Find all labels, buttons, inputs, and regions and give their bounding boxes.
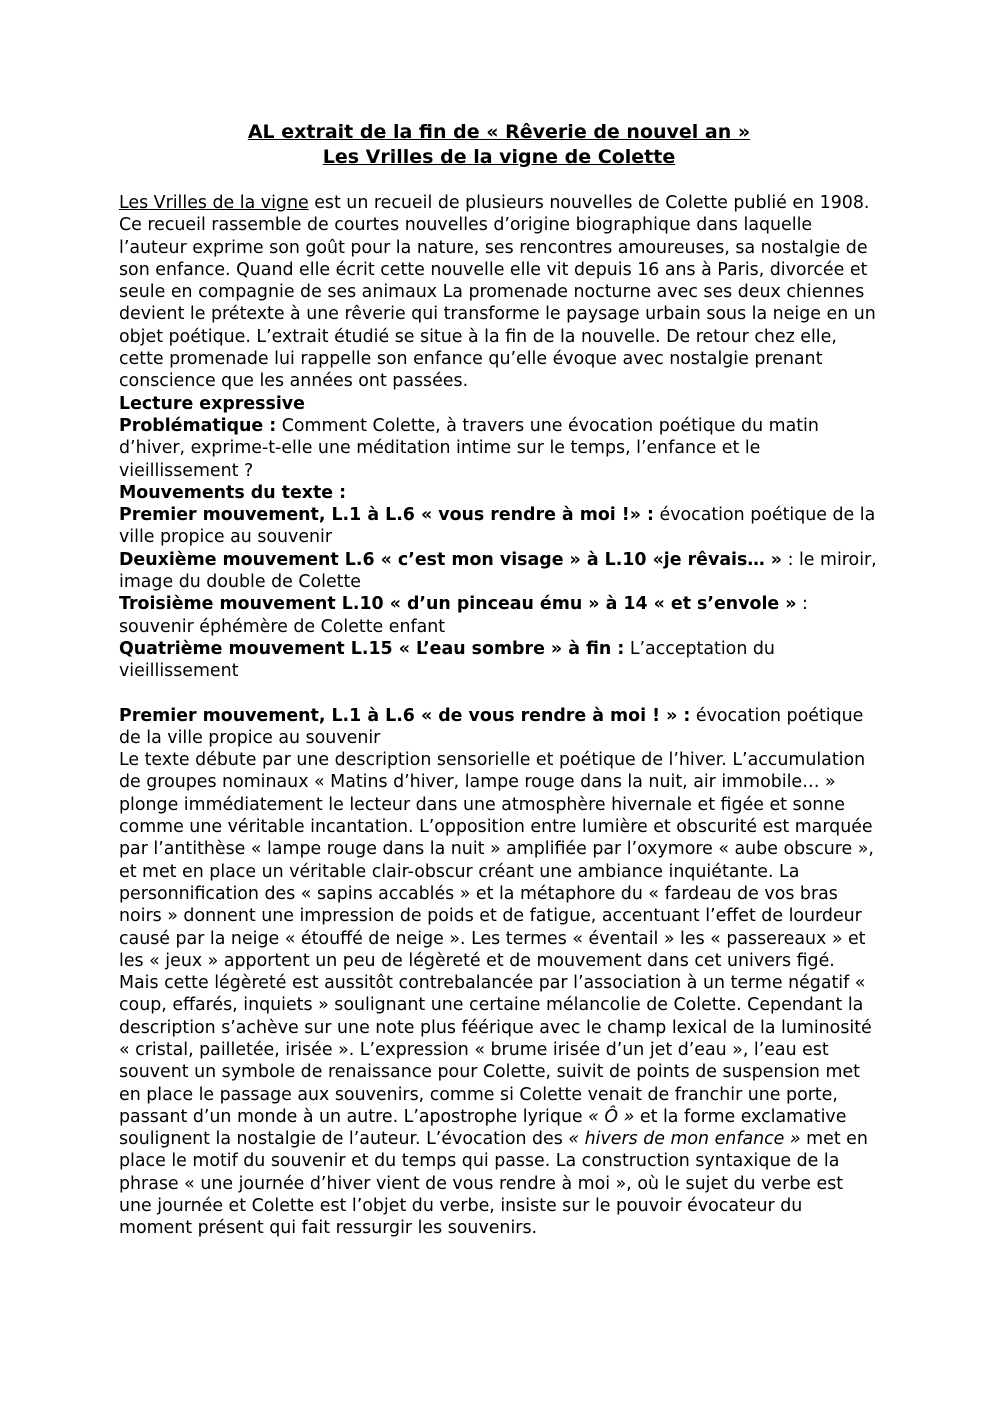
problematique-label: Problématique : xyxy=(119,415,277,436)
analysis-body-part-3: met en place le motif du souvenir et du temps qui passe. La construction syntaxique de la phrase « une journée d’hiver vient de vous rendre à moi », où le sujet du verbe est une journée et Colette est l’objet du verbe, insiste sur le pouvoir évocateur du moment présent qui fait ressurgir les souvenirs. xyxy=(119,1129,868,1239)
intro-paragraph xyxy=(119,192,879,393)
page-title-line-1: AL extrait de la fin de « Rêverie de nouvel an » xyxy=(247,121,751,143)
analysis-quote-o: « Ô » xyxy=(588,1106,635,1127)
book-title: Les Vrilles de la vigne xyxy=(119,193,309,213)
mouvement-label: Premier mouvement, L.1 à L.6 « vous rendre à moi !» : xyxy=(119,505,654,526)
problematique-text: Comment Colette, à travers une évocation poétique du matin d’hiver, exprime-t-elle une méditation intime sur le temps, l’enfance et le vieillissement ? xyxy=(119,415,819,481)
mouvement-item xyxy=(119,638,879,683)
problematique-paragraph xyxy=(119,415,879,482)
analysis-body xyxy=(119,749,879,1240)
analysis-body-part-2: et la forme exclamative soulignent la nostalgie de l’auteur. L’évocation des xyxy=(119,1106,847,1150)
mouvement-label: Troisième mouvement L.10 « d’un pinceau ému » à 14 « et s’envole » xyxy=(119,594,797,615)
mouvement-label: Quatrième mouvement L.15 « L’eau sombre » à fin : xyxy=(119,638,625,659)
analysis-quote-hivers: « hivers de mon enfance » xyxy=(568,1129,801,1150)
lecture-label: Lecture expressive xyxy=(119,393,305,414)
analysis-heading-label: Premier mouvement, L.1 à L.6 « de vous rendre à moi ! » : xyxy=(119,705,691,726)
mouvement-text: évocation poétique de la ville propice au souvenir xyxy=(119,505,876,548)
spacer xyxy=(119,683,879,705)
mouvement-text: : souvenir éphémère de Colette enfant xyxy=(119,594,808,637)
mouvement-text: L’acceptation du vieillissement xyxy=(119,638,775,682)
document-content xyxy=(119,120,879,1240)
mouvements-heading xyxy=(119,482,879,504)
mouvement-item xyxy=(119,504,879,549)
page-title-line-2: Les Vrilles de la vigne de Colette xyxy=(322,146,676,168)
mouvement-item xyxy=(119,593,879,638)
mouvement-label: Deuxième mouvement L.6 « c’est mon visage » à L.10 «je rêvais… » xyxy=(119,549,783,570)
analysis-heading-text: évocation poétique de la ville propice au souvenir xyxy=(119,705,864,748)
analysis-body-part-1: Le texte débute par une description sensorielle et poétique de l’hiver. L’accumulation de groupes nominaux « Matins d’hiver, lampe rouge dans la nuit, air immobile… » plonge immédiatement le lecteur dans une atmosphère hivernale et figée et sonne comme une véritable incantation. L’opposition entre lumière et obscurité est marquée par l’antithèse « lampe rouge dans la nuit » amplifiée par l’oxymore « aube obscure », et met en place un véritable clair-obscur créant une ambiance inquiétante. La personnification des « sapins accablés » et la métaphore du « fardeau de vos bras noirs » donnent une impression de poids et de fatigue, accentuant l’effet de lourdeur causé par la neige « étouffé de neige ». Les termes « éventail » les « passereaux » et les « jeux » apportent un peu de légèreté et de mouvement dans cet univers figé. Mais cette légèreté est aussitôt contrebalancée par l’association à un terme négatif « coup, effarés, inquiets » soulignant une certaine mélancolie de Colette. Cependant la description s’achève sur une note plus féérique avec le champ lexical de la luminosité « cristal, pailletée, irisée ». L’expression « brume irisée d’un jet d’eau », l’eau est souvent un symbole de renaissance pour Colette, suivit de points de suspension met en place le passage aux souvenirs, comme si Colette venait de franchir une porte, passant d’un monde à un autre. L’apostrophe lyrique xyxy=(119,750,874,1127)
lecture-heading xyxy=(119,393,879,415)
mouvement-item xyxy=(119,549,879,594)
spacer xyxy=(119,170,879,192)
analysis-heading xyxy=(119,705,879,750)
intro-text: est un recueil de plusieurs nouvelles de Colette publié en 1908. Ce recueil rassemble de courtes nouvelles d’origine biographique dans laquelle l’auteur exprime son goût pour la nature, ses rencontres amoureuses, sa nostalgie de son enfance. Quand elle écrit cette nouvelle elle vit depuis 16 ans à Paris, divorcée et seule en compagnie de ses animaux La promenade nocturne avec ses deux chiennes devient le prétexte à une rêverie qui transforme le paysage urbain sous la neige en un objet poétique. L’extrait étudié se situe à la fin de la nouvelle. De retour chez elle, cette promenade lui rappelle son enfance qu’elle évoque avec nostalgie prenant conscience que les années ont passées. xyxy=(119,193,876,392)
mouvements-heading-label: Mouvements du texte : xyxy=(119,482,347,503)
mouvement-text: : le miroir, image du double de Colette xyxy=(119,549,877,593)
